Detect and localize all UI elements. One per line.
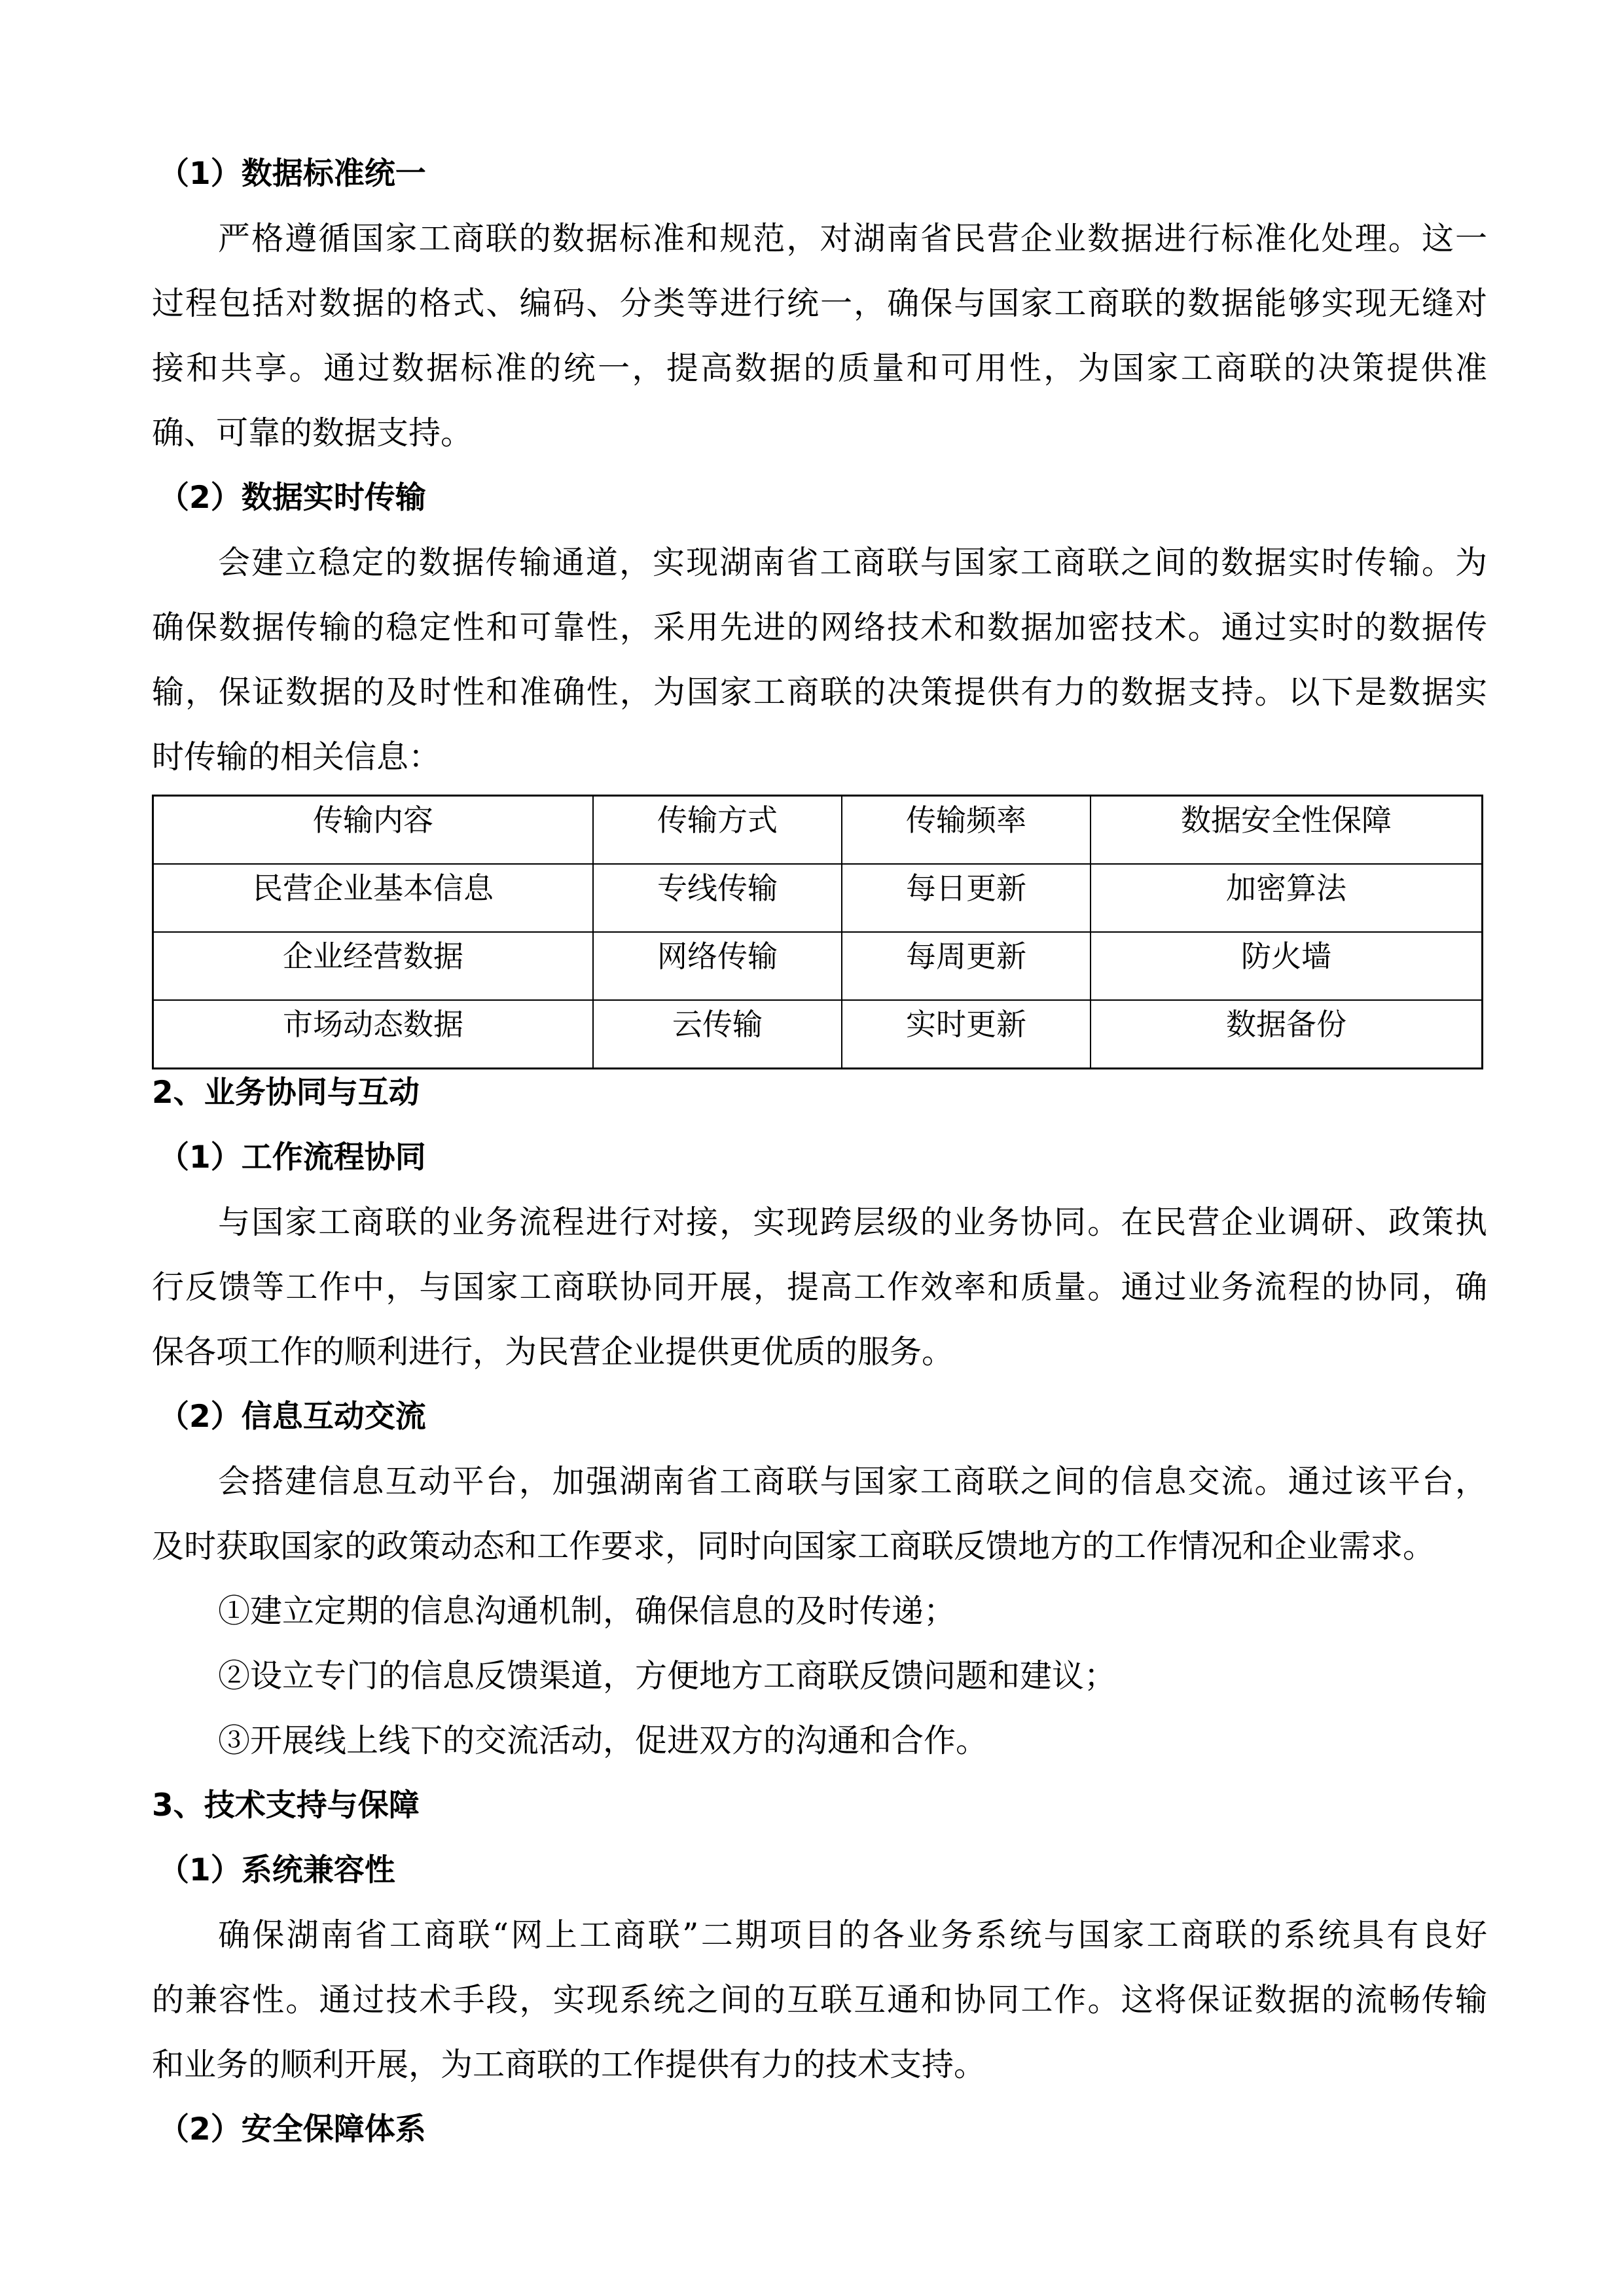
- paragraph-line: 行反馈等工作中，与国家工商联协同开展，提高工作效率和质量。通过业务流程的协同，确: [152, 1268, 1487, 1306]
- table-cell: 市场动态数据: [153, 1000, 594, 1069]
- paragraph: [152, 530, 1487, 789]
- paragraph-line: 确保数据传输的稳定性和可靠性，采用先进的网络技术和数据加密技术。通过实时的数据传: [152, 609, 1487, 646]
- table-header-cell: 传输方式: [593, 796, 842, 865]
- table-cell: 民营企业基本信息: [153, 864, 594, 932]
- paragraph-line: 保各项工作的顺利进行，为民营企业提供更优质的服务。: [152, 1333, 954, 1371]
- document-page: [152, 141, 1487, 2162]
- table-row: [153, 1000, 1483, 1069]
- section-heading: （2）安全保障体系: [158, 2111, 426, 2147]
- paragraph: [152, 206, 1487, 465]
- paragraph-line: 过程包括对数据的格式、编码、分类等进行统一，确保与国家工商联的数据能够实现无缝对: [152, 285, 1487, 322]
- paragraph-line: 确、可靠的数据支持。: [152, 414, 473, 452]
- table-header-cell: 数据安全性保障: [1091, 796, 1483, 865]
- table-header-cell: 传输内容: [153, 796, 594, 865]
- table-header-row: [153, 796, 1483, 865]
- section-heading: 3、技术支持与保障: [152, 1787, 420, 1823]
- paragraph-line: 的兼容性。通过技术手段，实现系统之间的互联互通和协同工作。这将保证数据的流畅传输: [152, 1981, 1487, 2018]
- paragraph-line: 会搭建信息互动平台，加强湖南省工商联与国家工商联之间的信息交流。通过该平台，: [218, 1463, 1487, 1500]
- paragraph-line: 确保湖南省工商联“网上工商联”二期项目的各业务系统与国家工商联的系统具有良好: [218, 1916, 1487, 1954]
- list-item: ②设立专门的信息反馈渠道，方便地方工商联反馈问题和建议；: [218, 1657, 1117, 1695]
- section-heading: （1）工作流程协同: [158, 1139, 426, 1175]
- list-item: ①建立定期的信息沟通机制，确保信息的及时传递；: [218, 1592, 956, 1630]
- table-cell: 企业经营数据: [153, 932, 594, 1000]
- paragraph-line: 时传输的相关信息：: [152, 738, 441, 776]
- section-heading: 2、业务协同与互动: [152, 1075, 420, 1111]
- table-cell: 加密算法: [1091, 864, 1483, 932]
- paragraph: [152, 1449, 1487, 1579]
- table-row: [153, 932, 1483, 1000]
- table-cell: 防火墙: [1091, 932, 1483, 1000]
- table-cell: 每日更新: [842, 864, 1091, 932]
- section-heading: （1）数据标准统一: [158, 156, 426, 192]
- list-item: ③开展线上线下的交流活动，促进双方的沟通和合作。: [218, 1722, 988, 1759]
- section-heading: （2）数据实时传输: [158, 480, 426, 516]
- paragraph: [152, 1903, 1487, 2097]
- table-cell: 实时更新: [842, 1000, 1091, 1069]
- paragraph: [152, 1190, 1487, 1384]
- section-heading: （1）系统兼容性: [158, 1852, 395, 1888]
- paragraph-line: 会建立稳定的数据传输通道，实现湖南省工商联与国家工商联之间的数据实时传输。为: [218, 544, 1487, 581]
- paragraph-line: 输，保证数据的及时性和准确性，为国家工商联的决策提供有力的数据支持。以下是数据实: [152, 673, 1487, 711]
- table-cell: 专线传输: [593, 864, 842, 932]
- table-cell: 网络传输: [593, 932, 842, 1000]
- table-header-cell: 传输频率: [842, 796, 1091, 865]
- transmission-table: [152, 795, 1483, 1069]
- paragraph-line: 接和共享。通过数据标准的统一，提高数据的质量和可用性，为国家工商联的决策提供准: [152, 350, 1487, 387]
- table-row: [153, 864, 1483, 932]
- paragraph-line: 和业务的顺利开展，为工商联的工作提供有力的技术支持。: [152, 2046, 986, 2083]
- table-cell: 云传输: [593, 1000, 842, 1069]
- paragraph-line: 与国家工商联的业务流程进行对接，实现跨层级的业务协同。在民营企业调研、政策执: [218, 1204, 1487, 1241]
- section-heading: （2）信息互动交流: [158, 1399, 426, 1435]
- table-cell: 数据备份: [1091, 1000, 1483, 1069]
- paragraph-line: 严格遵循国家工商联的数据标准和规范，对湖南省民营企业数据进行标准化处理。这一: [218, 220, 1487, 257]
- table-cell: 每周更新: [842, 932, 1091, 1000]
- paragraph-line: 及时获取国家的政策动态和工作要求，同时向国家工商联反馈地方的工作情况和企业需求。: [152, 1528, 1435, 1565]
- numbered-list: [152, 1579, 1487, 1773]
